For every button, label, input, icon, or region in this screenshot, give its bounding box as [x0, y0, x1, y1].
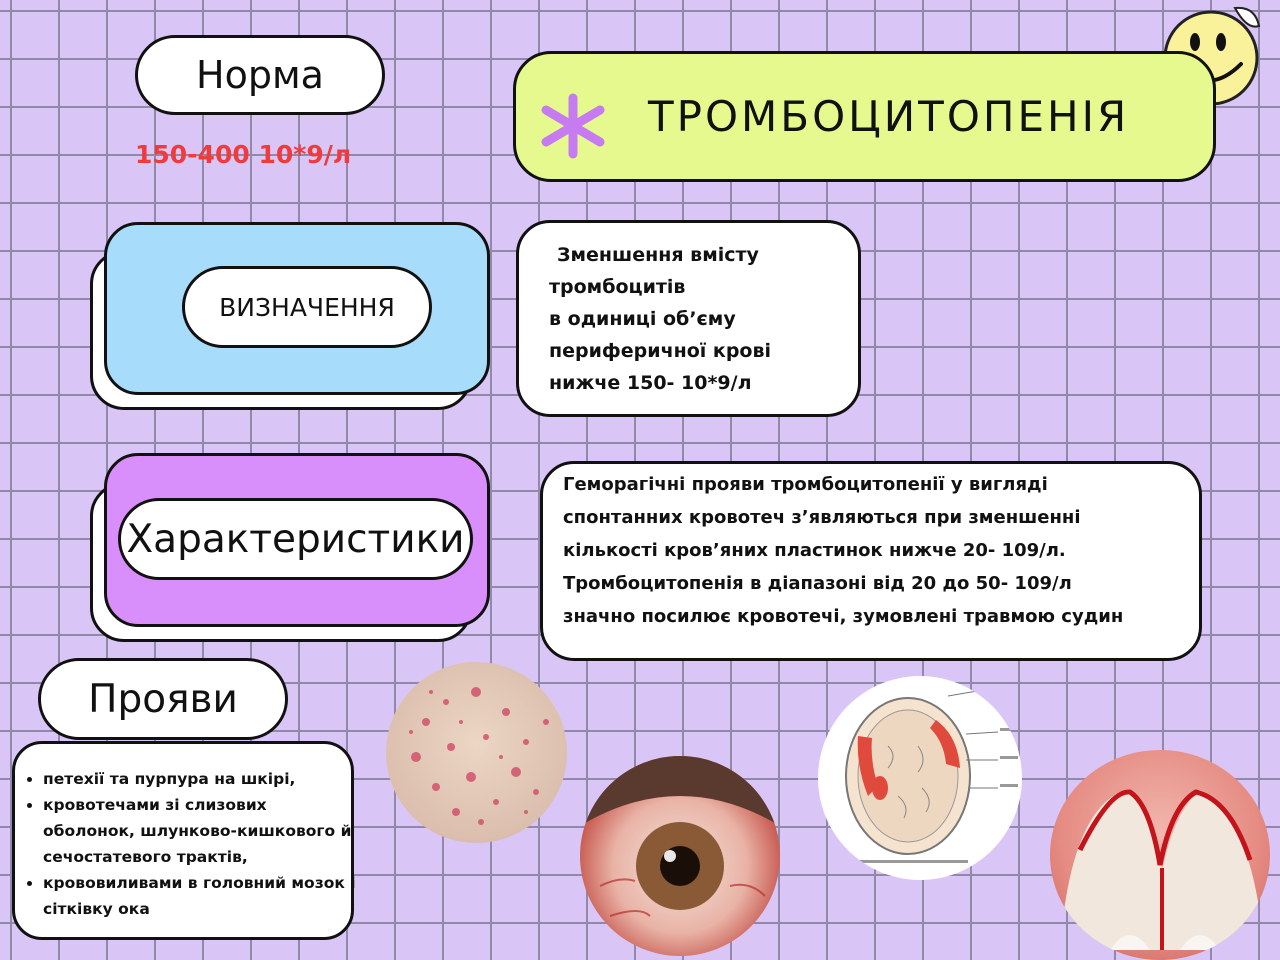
definition-line: периферичної крові	[549, 340, 772, 362]
characteristics-line: спонтанних кровотеч з’являються при зменшенні	[563, 507, 1081, 528]
manifestation-item: • кровотечами зі слизових оболонок, шлунково-кишкового й сечостатевого трактів,	[43, 792, 358, 870]
norma-value: 150-400 10*9/л	[135, 140, 352, 169]
manifestations-label-pill	[38, 658, 288, 740]
characteristics-label: Характеристики	[126, 516, 465, 562]
definition-line: Зменшення вмісту	[557, 244, 759, 266]
manifestation-item: • крововиливами в головний мозок і сітківку ока	[43, 870, 358, 922]
characteristics-line: Тромбоцитопенія в діапазоні від 20 до 50- 109/л	[563, 573, 1072, 594]
definition-line: тромбоцитів	[549, 276, 686, 298]
page-title: ТРОМБОЦИТОПЕНІЯ	[648, 92, 1130, 141]
asterisk-icon	[536, 92, 610, 160]
manifestation-item: • петехії та пурпура на шкірі,	[43, 766, 358, 792]
characteristics-text-card	[540, 461, 1202, 661]
characteristics-line: кількості кров’яних пластинок нижче 20- 109/л.	[563, 540, 1066, 561]
title-box	[513, 51, 1216, 182]
brain-hematoma-diagram	[818, 676, 1022, 880]
definition-text-card	[516, 220, 861, 417]
gum-bleeding-photo	[1050, 750, 1270, 960]
definition-line: нижче 150- 10*9/л	[549, 372, 752, 394]
manifestations-card	[12, 741, 354, 940]
norma-label-pill	[135, 35, 385, 115]
skin-petechiae-photo	[386, 662, 567, 843]
eye-hemorrhage-photo	[580, 756, 780, 956]
definition-label-pill	[182, 266, 432, 348]
characteristics-label-pill	[118, 498, 473, 580]
norma-label: Норма	[196, 53, 324, 97]
definition-label: ВИЗНАЧЕННЯ	[219, 292, 395, 322]
manifestations-label: Прояви	[88, 676, 238, 722]
characteristics-line: значно посилює кровотечі, зумовлені травмою судин	[563, 606, 1124, 627]
definition-line: в одиниці об’єму	[549, 308, 736, 330]
characteristics-line: Геморагічні прояви тромбоцитопенії у вигляді	[563, 474, 1048, 495]
